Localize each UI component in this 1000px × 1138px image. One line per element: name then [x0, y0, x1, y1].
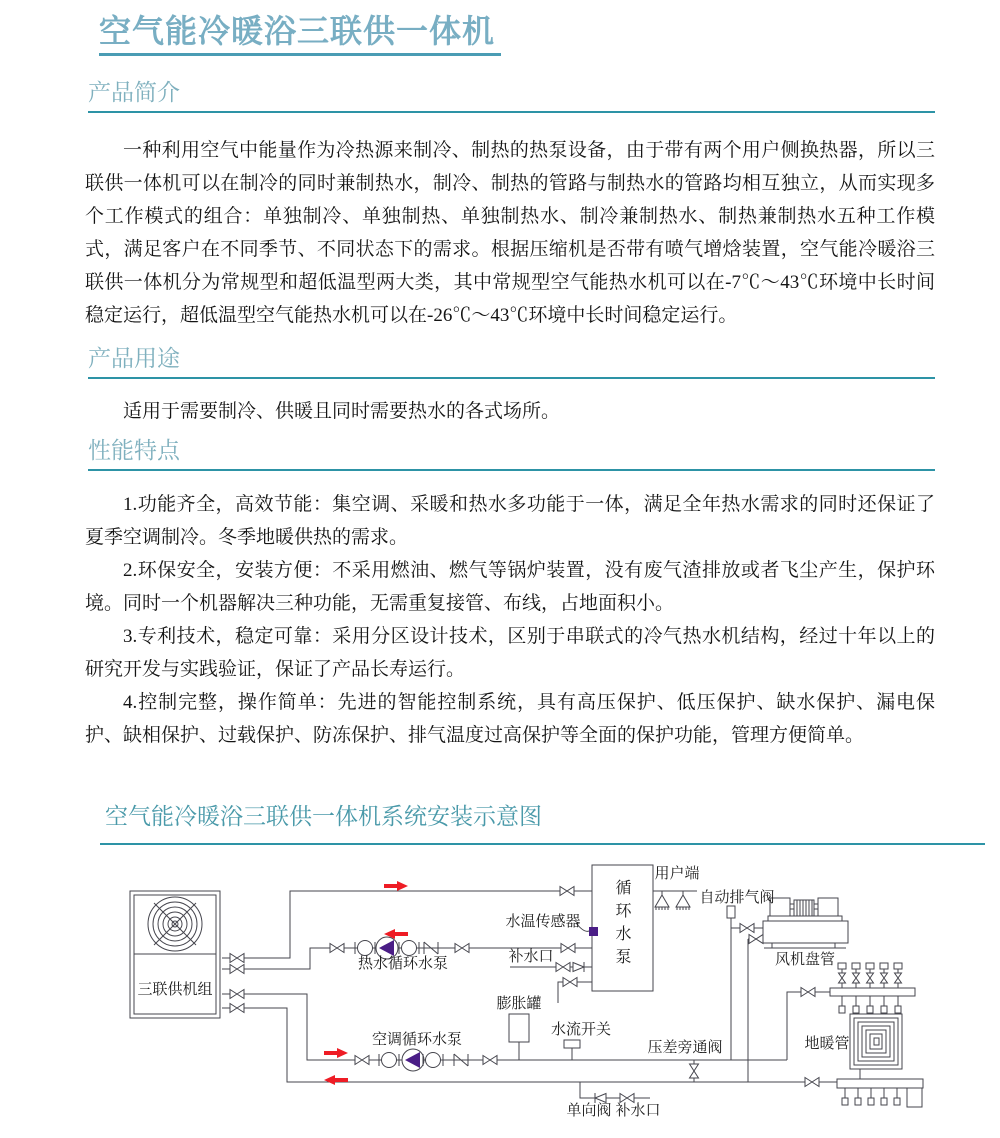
circulation-pump-label: 循环水泵: [613, 879, 630, 971]
section-heading-features: 性能特点: [88, 438, 935, 471]
flow-switch-icon: [564, 1040, 580, 1048]
intro-paragraph: 一种利用空气中能量作为冷热源来制冷、制热的热泵设备，由于带有两个用户侧换热器，所以三联供一体机可以在制冷的同时兼制热水，制冷、制热的管路与制热水的管路均相互独立，从而实现多个工作模式的组合：单独制冷、单独制热、单独制热水、制冷兼制热水、制热兼制热水五种工作模式，满足客户在不同季节、不同状态下的需求。根据压缩机是否带有喷气增焓装置，空气能冷暖浴三联供一体机分为常规型和超低温型两大类，其中常规型空气能热水机可以在-7℃～43℃环境中长时间稳定运行，超低温型空气能热水机可以在-26℃～43℃环境中长时间稳定运行。: [85, 140, 935, 326]
user-end-sprinklers: [655, 895, 690, 910]
diagram-title: 空气能冷暖浴三联供一体机系统安装示意图: [100, 802, 985, 845]
pressure-bypass-valve-label: 压差旁通阀: [647, 1040, 723, 1056]
floor-heating-supply-manifold: [801, 963, 915, 1013]
ac-pump-label: 空调循环水泵: [371, 1032, 463, 1048]
fan-icon: [148, 897, 202, 951]
diagram-linework: [100, 851, 985, 1136]
auto-air-valve-icon: [727, 906, 735, 918]
feature-item: 3.专利技术，稳定可靠：采用分区设计技术，区别于串联式的冷气热水机结构，经过十年以上的研究开发与实践验证，保证了产品长寿运行。: [85, 626, 935, 680]
flow-switch-label: 水流开关: [550, 1022, 612, 1038]
expansion-tank-label: 膨胀罐: [496, 996, 542, 1012]
feature-item: 1.功能齐全，高效节能：集空调、采暖和热水多功能于一体，满足全年热水需求的同时还保证了夏季空调制冷。冬季地暖供热的需求。: [85, 494, 935, 548]
fan-coil-label: 风机盘管: [774, 952, 836, 968]
user-end-label: 用户端: [654, 866, 700, 882]
temp-sensor-label: 水温传感器: [505, 914, 581, 930]
feature-item: 4.控制完整，操作简单：先进的智能控制系统，具有高压保护、低压保护、缺水保护、漏电保护、缺相保护、过载保护、防冻保护、排气温度过高保护等全面的保护功能，管理方便简单。: [85, 692, 935, 746]
check-valve-label: 单向阀: [566, 1103, 612, 1119]
triple-supply-unit: [130, 891, 220, 1018]
usage-paragraph: 适用于需要制冷、供暖且同时需要热水的各式场所。: [123, 401, 561, 422]
flow-arrows: [324, 881, 408, 1085]
unit-label: 三联供机组: [137, 982, 213, 998]
page-title: 空气能冷暖浴三联供一体机: [99, 4, 501, 56]
floor-heating-pipe-label: 地暖管: [804, 1036, 850, 1052]
water-fill-bottom-label: 补水口: [615, 1103, 661, 1119]
section-heading-intro: 产品简介: [88, 80, 935, 113]
system-installation-diagram: [100, 851, 985, 1136]
water-fill-top-fittings: [556, 962, 584, 987]
hot-water-pump-label: 热水循环水泵: [357, 956, 449, 972]
section-heading-usage: 产品用途: [88, 346, 935, 379]
pressure-bypass-valve-icon: [690, 1064, 699, 1078]
expansion-tank-icon: [509, 1014, 529, 1042]
floor-heating-coil: [850, 1014, 902, 1069]
water-fill-top-label: 补水口: [508, 949, 554, 965]
auto-air-valve-label: 自动排气阀: [699, 890, 775, 906]
feature-item: 2.环保安全，安装方便：不采用燃油、燃气等锅炉装置，没有废气渣排放或者飞尘产生，保护环境。同时一个机器解决三种功能，无需重复接管、布线，占地面积小。: [85, 560, 935, 614]
